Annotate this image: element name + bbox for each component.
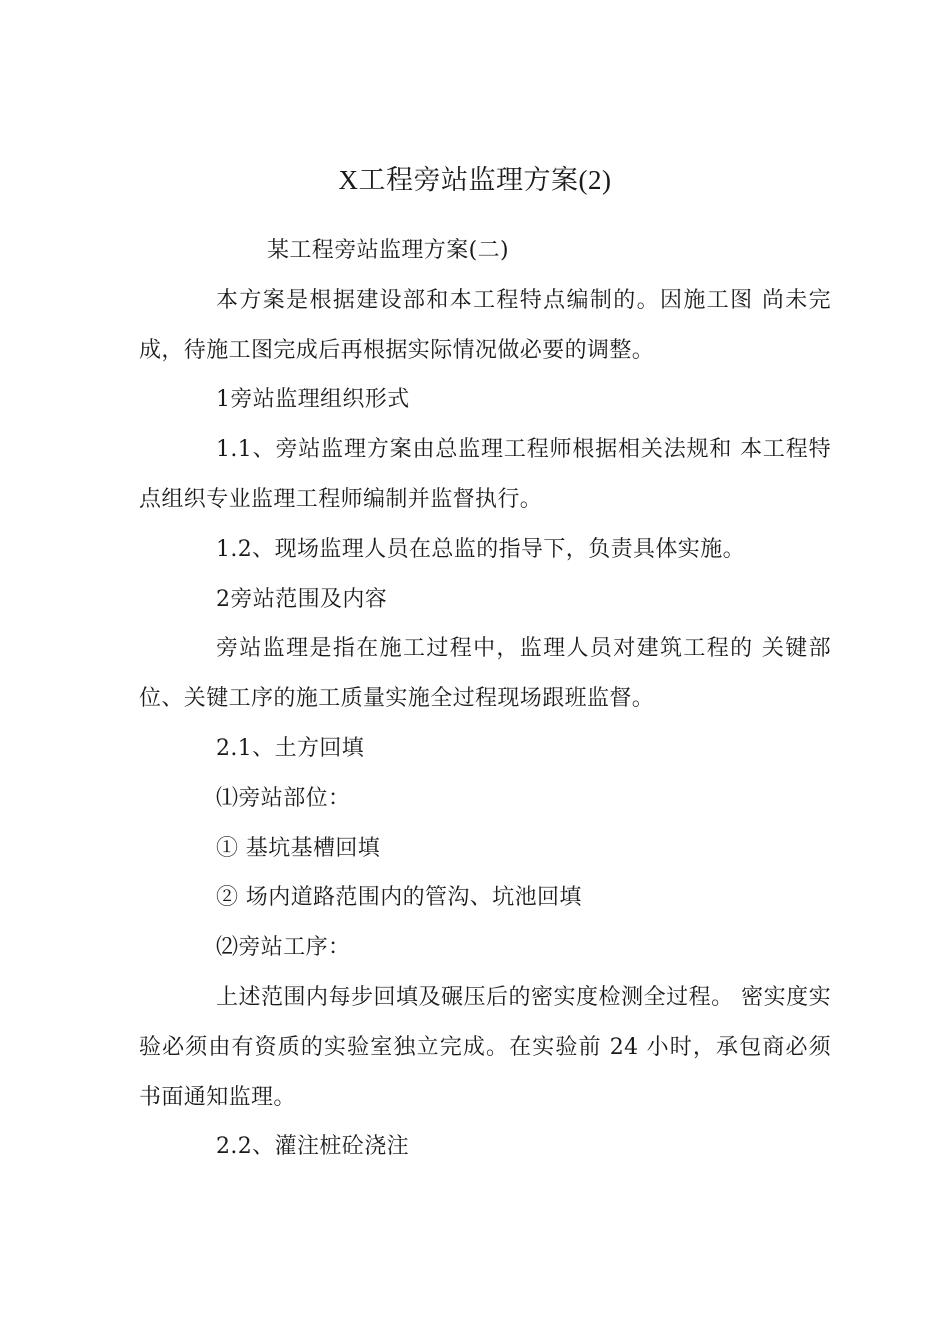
- document-body: [139, 226, 831, 1172]
- document-title: X工程旁站监理方案(2): [338, 165, 612, 195]
- paragraph-1-2: 1.2、现场监理人员在总监的指导下，负责具体实施。: [216, 536, 745, 562]
- list-item: ① 基坑基槽回填: [216, 835, 381, 861]
- paragraph-process: 上述范围内每步回填及碾压后的密实度检测全过程。 密实度实验必须由有资质的实验室独立完成。在实验前 24 小时，承包商必须书面通知监理。: [139, 984, 831, 1110]
- subsection-heading-2-2: 2.2、灌注桩砼浇注: [216, 1134, 409, 1160]
- list-heading-location: ⑴旁站部位：: [216, 785, 351, 811]
- intro-paragraph: 本方案是根据建设部和本工程特点编制的。因施工图 尚未完成，待施工图完成后再根据实际情况做必要的调整。: [139, 287, 831, 363]
- list-heading-process: ⑵旁站工序：: [216, 935, 351, 961]
- subtitle-paragraph: 某工程旁站监理方案(二): [267, 238, 509, 263]
- subsection-heading-2-1: 2.1、土方回填: [216, 735, 365, 761]
- section-heading-1: 1旁站监理组织形式: [216, 387, 410, 413]
- list-item: ② 场内道路范围内的管沟、坑池回填: [216, 885, 582, 911]
- section-heading-2: 2旁站范围及内容: [216, 586, 388, 612]
- paragraph-2-intro: 旁站监理是指在施工过程中，监理人员对建筑工程的 关键部位、关键工序的施工质量实施全过程现场跟班监督。: [139, 636, 831, 712]
- paragraph-1-1: 1.1、旁站监理方案由总监理工程师根据相关法规和 本工程特点组织专业监理工程师编制并监督执行。: [139, 437, 831, 512]
